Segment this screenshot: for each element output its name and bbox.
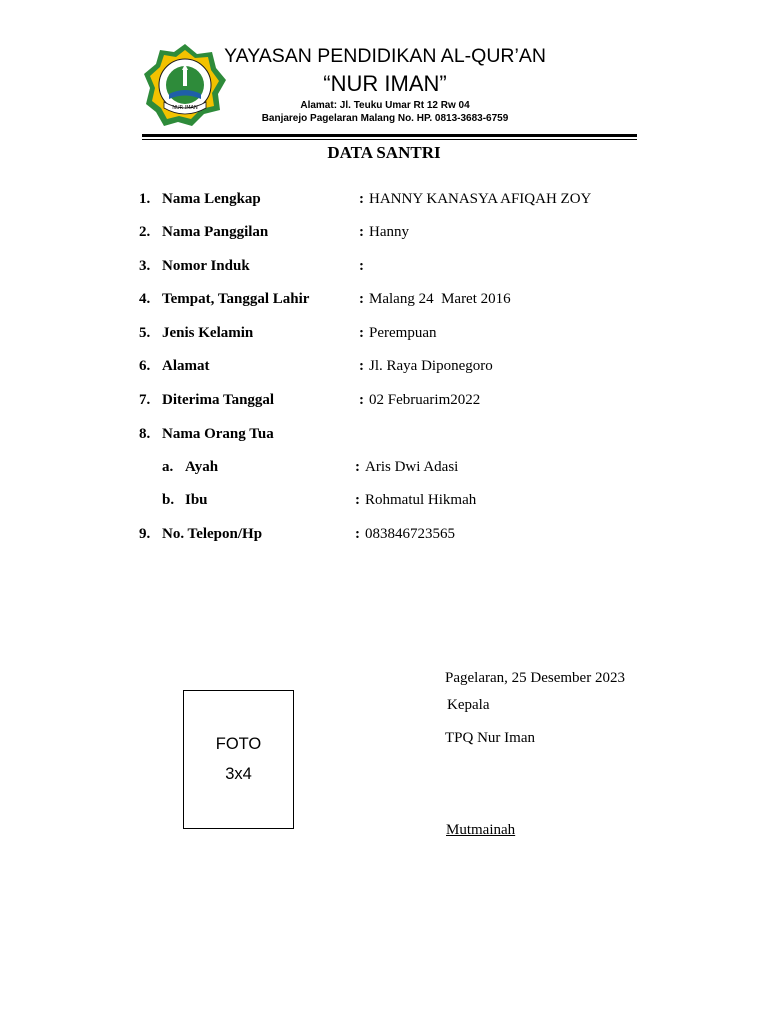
- field-label-alamat: Alamat: [162, 358, 210, 374]
- field-number: 1.: [139, 191, 151, 207]
- field-label-tempat-tanggal-lahir: Tempat, Tanggal Lahir: [162, 291, 310, 307]
- signature-organization: TPQ Nur Iman: [445, 730, 535, 746]
- signature-place-date: Pagelaran, 25 Desember 2023: [445, 670, 625, 686]
- field-number: 7.: [139, 392, 151, 408]
- organization-name: YAYASAN PENDIDIKAN AL-QUR’AN: [224, 45, 546, 67]
- signature-role: Kepala: [447, 697, 490, 713]
- field-label-nama-orang-tua: Nama Orang Tua: [162, 426, 274, 442]
- address-line-2: Banjarejo Pagelaran Malang No. HP. 0813-3683-6759: [261, 113, 509, 124]
- field-number: 2.: [139, 224, 151, 240]
- field-label-nama-panggilan: Nama Panggilan: [162, 224, 269, 240]
- field-colon: :: [359, 191, 364, 207]
- field-label-ibu: Ibu: [185, 492, 208, 508]
- field-label-no-telepon: No. Telepon/Hp: [162, 526, 263, 542]
- photo-label: FOTO: [215, 735, 262, 753]
- field-value-alamat: Jl. Raya Diponegoro: [369, 358, 493, 374]
- field-number: 6.: [139, 358, 151, 374]
- header-rule-thick: [142, 134, 637, 137]
- field-value-ibu: Rohmatul Hikmah: [365, 492, 477, 508]
- field-label-nama-lengkap: Nama Lengkap: [162, 191, 261, 207]
- document-title: DATA SANTRI: [327, 143, 441, 162]
- field-colon: :: [359, 258, 364, 274]
- organization-subtitle: “NUR IMAN”: [323, 71, 447, 96]
- header-rule-thin: [142, 139, 637, 140]
- field-label-nomor-induk: Nomor Induk: [162, 258, 250, 274]
- field-value-nama-panggilan: Hanny: [369, 224, 409, 240]
- field-subnumber: b.: [162, 492, 175, 508]
- signature-name: Mutmainah: [446, 822, 516, 838]
- address-line-1: Alamat: Jl. Teuku Umar Rt 12 Rw 04: [300, 100, 470, 111]
- field-colon: :: [359, 325, 364, 341]
- field-colon: :: [355, 526, 360, 542]
- field-label-jenis-kelamin: Jenis Kelamin: [162, 325, 254, 341]
- field-value-diterima-tanggal: 02 Februarim2022: [369, 392, 481, 408]
- field-number: 9.: [139, 526, 151, 542]
- field-value-nama-lengkap: HANNY KANASYA AFIQAH ZOY: [369, 191, 592, 207]
- field-value-no-telepon: 083846723565: [365, 526, 455, 542]
- field-label-ayah: Ayah: [185, 459, 219, 475]
- field-number: 4.: [139, 291, 151, 307]
- field-number: 8.: [139, 426, 151, 442]
- field-value-jenis-kelamin: Perempuan: [369, 325, 437, 341]
- field-colon: :: [355, 459, 360, 475]
- field-colon: :: [359, 291, 364, 307]
- field-colon: :: [359, 392, 364, 408]
- photo-size: 3x4: [225, 765, 252, 783]
- field-value-tempat-tanggal-lahir: Malang 24 Maret 2016: [369, 291, 511, 307]
- photo-placeholder: [183, 690, 294, 829]
- field-subnumber: a.: [162, 459, 174, 475]
- field-number: 3.: [139, 258, 151, 274]
- field-value-ayah: Aris Dwi Adasi: [365, 459, 459, 475]
- field-colon: :: [359, 224, 364, 240]
- field-colon: :: [355, 492, 360, 508]
- svg-text:NUR IMAN: NUR IMAN: [172, 105, 198, 111]
- field-number: 5.: [139, 325, 151, 341]
- field-label-diterima-tanggal: Diterima Tanggal: [162, 392, 275, 408]
- field-colon: :: [359, 358, 364, 374]
